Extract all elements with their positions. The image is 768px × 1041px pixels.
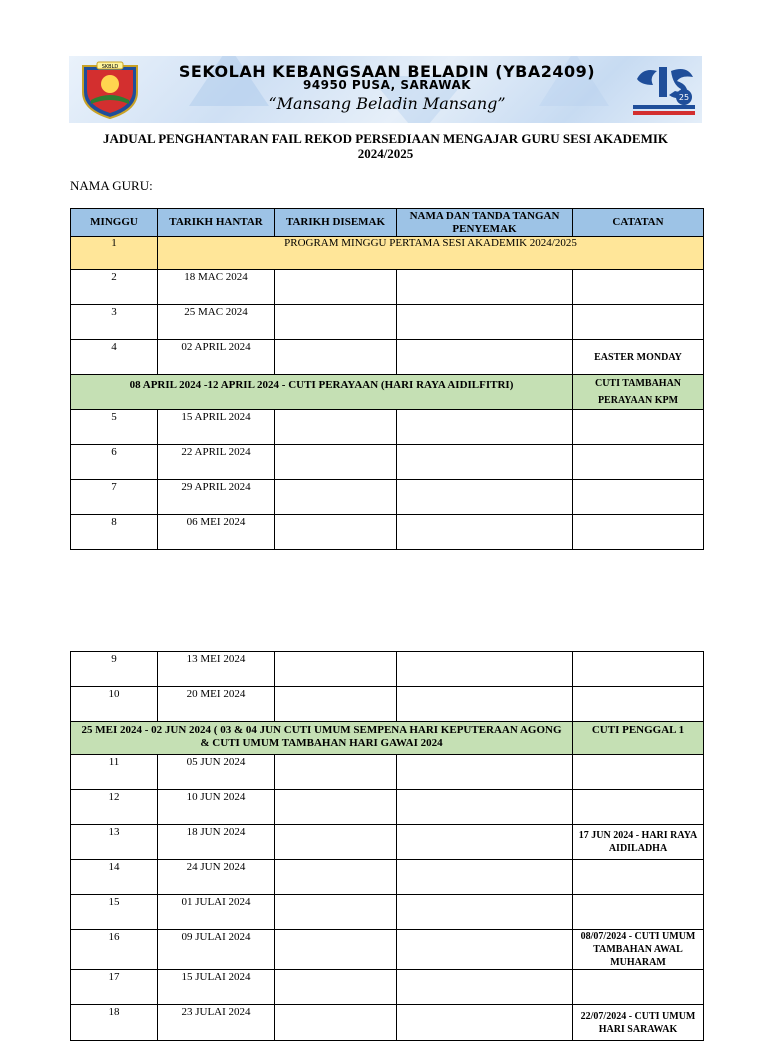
note-cell: [573, 480, 704, 515]
schedule-table-1: [70, 208, 704, 550]
note-cell: 22/07/2024 - CUTI UMUM HARI SARAWAK: [573, 1005, 704, 1041]
week-cell: 12: [71, 790, 158, 825]
signature-cell[interactable]: [397, 445, 573, 480]
nama-guru-label: NAMA GURU:: [70, 178, 153, 193]
date-cell: 22 APRIL 2024: [158, 445, 275, 480]
signature-cell[interactable]: [397, 340, 573, 375]
school-name: SEKOLAH KEBANGSAAN BELADIN (YBA2409): [178, 62, 596, 81]
checked-date-cell[interactable]: [275, 790, 397, 825]
signature-cell[interactable]: [397, 687, 573, 722]
table-row: [71, 755, 704, 790]
school-crest-icon: [77, 60, 143, 120]
date-cell: 29 APRIL 2024: [158, 480, 275, 515]
logo-text: 25: [678, 93, 690, 102]
note-cell: 08/07/2024 - CUTI UMUM TAMBAHAN AWAL MUHARAM: [573, 930, 704, 970]
note-cell: [573, 895, 704, 930]
signature-cell[interactable]: [397, 970, 573, 1005]
date-cell: 15 APRIL 2024: [158, 410, 275, 445]
checked-date-cell[interactable]: [275, 970, 397, 1005]
table-row: [71, 237, 704, 270]
note-cell: 17 JUN 2024 - HARI RAYA AIDILADHA: [573, 825, 704, 860]
week-cell: 8: [71, 515, 158, 550]
date-cell: 01 JULAI 2024: [158, 895, 275, 930]
holiday-cell: 08 APRIL 2024 -12 APRIL 2024 - CUTI PERAYAAN (HARI RAYA AIDILFITRI): [71, 375, 573, 410]
table-row: [71, 930, 704, 970]
table-row: [71, 410, 704, 445]
signature-cell[interactable]: [397, 790, 573, 825]
table-row: [71, 652, 704, 687]
week-cell: 11: [71, 755, 158, 790]
table-row: [71, 340, 704, 375]
week-cell: 17: [71, 970, 158, 1005]
date-cell: 02 APRIL 2024: [158, 340, 275, 375]
note-cell: [573, 970, 704, 1005]
note-cell: [573, 755, 704, 790]
title-line-2: 2024/2025: [357, 146, 414, 161]
checked-date-cell[interactable]: [275, 1005, 397, 1041]
note-cell: [573, 687, 704, 722]
note-cell: EASTER MONDAY: [573, 340, 704, 375]
checked-date-cell[interactable]: [275, 895, 397, 930]
date-cell: 24 JUN 2024: [158, 860, 275, 895]
week-cell: 9: [71, 652, 158, 687]
checked-date-cell[interactable]: [275, 860, 397, 895]
date-cell: 15 JULAI 2024: [158, 970, 275, 1005]
date-cell: 06 MEI 2024: [158, 515, 275, 550]
header-tarikh-hantar: TARIKH HANTAR: [158, 209, 275, 237]
checked-date-cell[interactable]: [275, 270, 397, 305]
signature-cell[interactable]: [397, 825, 573, 860]
table-row: [71, 270, 704, 305]
table-row: [71, 860, 704, 895]
header-minggu: MINGGU: [71, 209, 158, 237]
school-motto: “Mansang Beladin Mansang”: [268, 94, 506, 113]
holiday-row: [71, 722, 704, 755]
schedule-table-2: [70, 651, 704, 1041]
document-title: [69, 131, 702, 161]
table-row: [71, 515, 704, 550]
checked-date-cell[interactable]: [275, 410, 397, 445]
program-cell: PROGRAM MINGGU PERTAMA SESI AKADEMIK 2024/2025: [158, 237, 704, 270]
signature-cell[interactable]: [397, 895, 573, 930]
table-row: [71, 1005, 704, 1041]
school-address: 94950 PUSA, SARAWAK: [302, 78, 472, 92]
holiday-cell: 25 MEI 2024 - 02 JUN 2024 ( 03 & 04 JUN CUTI UMUM SEMPENA HARI KEPUTERAAN AGONG & CUTI UMUM TAMBAHAN HARI GAWAI 2024: [71, 722, 573, 755]
note-cell: [573, 790, 704, 825]
anniversary-logo-icon: [629, 61, 699, 119]
week-cell: 13: [71, 825, 158, 860]
signature-cell[interactable]: [397, 480, 573, 515]
signature-cell[interactable]: [397, 652, 573, 687]
date-cell: 10 JUN 2024: [158, 790, 275, 825]
checked-date-cell[interactable]: [275, 445, 397, 480]
checked-date-cell[interactable]: [275, 480, 397, 515]
date-cell: 05 JUN 2024: [158, 755, 275, 790]
note-cell: [573, 515, 704, 550]
week-cell: 16: [71, 930, 158, 970]
school-banner: [69, 56, 702, 123]
table-row: [71, 480, 704, 515]
signature-cell[interactable]: [397, 1005, 573, 1041]
header-nama: NAMA DAN TANDA TANGAN PENYEMAK: [397, 209, 573, 237]
week-cell: 2: [71, 270, 158, 305]
table-row: [71, 445, 704, 480]
header-tarikh-disemak: TARIKH DISEMAK: [275, 209, 397, 237]
checked-date-cell[interactable]: [275, 755, 397, 790]
note-cell: [573, 445, 704, 480]
table-row: [71, 895, 704, 930]
date-cell: 09 JULAI 2024: [158, 930, 275, 970]
checked-date-cell[interactable]: [275, 305, 397, 340]
title-line-1: JADUAL PENGHANTARAN FAIL REKOD PERSEDIAAN MENGAJAR GURU SESI AKADEMIK: [102, 131, 669, 146]
holiday-row: [71, 375, 704, 410]
header-catatan: CATATAN: [573, 209, 704, 237]
date-cell: 25 MAC 2024: [158, 305, 275, 340]
table-row: [71, 790, 704, 825]
table-row: [71, 305, 704, 340]
note-cell: [573, 410, 704, 445]
holiday-note-cell: CUTI TAMBAHAN PERAYAAN KPM: [573, 375, 704, 410]
week-cell: 1: [71, 237, 158, 270]
date-cell: 18 MAC 2024: [158, 270, 275, 305]
checked-date-cell[interactable]: [275, 652, 397, 687]
week-cell: 3: [71, 305, 158, 340]
checked-date-cell[interactable]: [275, 930, 397, 970]
week-cell: 6: [71, 445, 158, 480]
date-cell: 13 MEI 2024: [158, 652, 275, 687]
signature-cell[interactable]: [397, 410, 573, 445]
week-cell: 5: [71, 410, 158, 445]
crest-text: SKBLD: [101, 64, 119, 70]
signature-cell[interactable]: [397, 305, 573, 340]
date-cell: 23 JULAI 2024: [158, 1005, 275, 1041]
week-cell: 14: [71, 860, 158, 895]
week-cell: 10: [71, 687, 158, 722]
note-cell: [573, 652, 704, 687]
week-cell: 18: [71, 1005, 158, 1041]
checked-date-cell[interactable]: [275, 825, 397, 860]
note-cell: [573, 305, 704, 340]
table-header-row: [71, 209, 704, 237]
week-cell: 7: [71, 480, 158, 515]
checked-date-cell[interactable]: [275, 515, 397, 550]
signature-cell[interactable]: [397, 515, 573, 550]
holiday-note-cell: CUTI PENGGAL 1: [573, 722, 704, 755]
date-cell: 20 MEI 2024: [158, 687, 275, 722]
week-cell: 15: [71, 895, 158, 930]
signature-cell[interactable]: [397, 930, 573, 970]
date-cell: 18 JUN 2024: [158, 825, 275, 860]
table-row: [71, 825, 704, 860]
checked-date-cell[interactable]: [275, 340, 397, 375]
table-row: [71, 970, 704, 1005]
table-row: [71, 687, 704, 722]
checked-date-cell[interactable]: [275, 687, 397, 722]
week-cell: 4: [71, 340, 158, 375]
signature-cell[interactable]: [397, 755, 573, 790]
note-cell: [573, 860, 704, 895]
signature-cell[interactable]: [397, 270, 573, 305]
note-cell: [573, 270, 704, 305]
signature-cell[interactable]: [397, 860, 573, 895]
